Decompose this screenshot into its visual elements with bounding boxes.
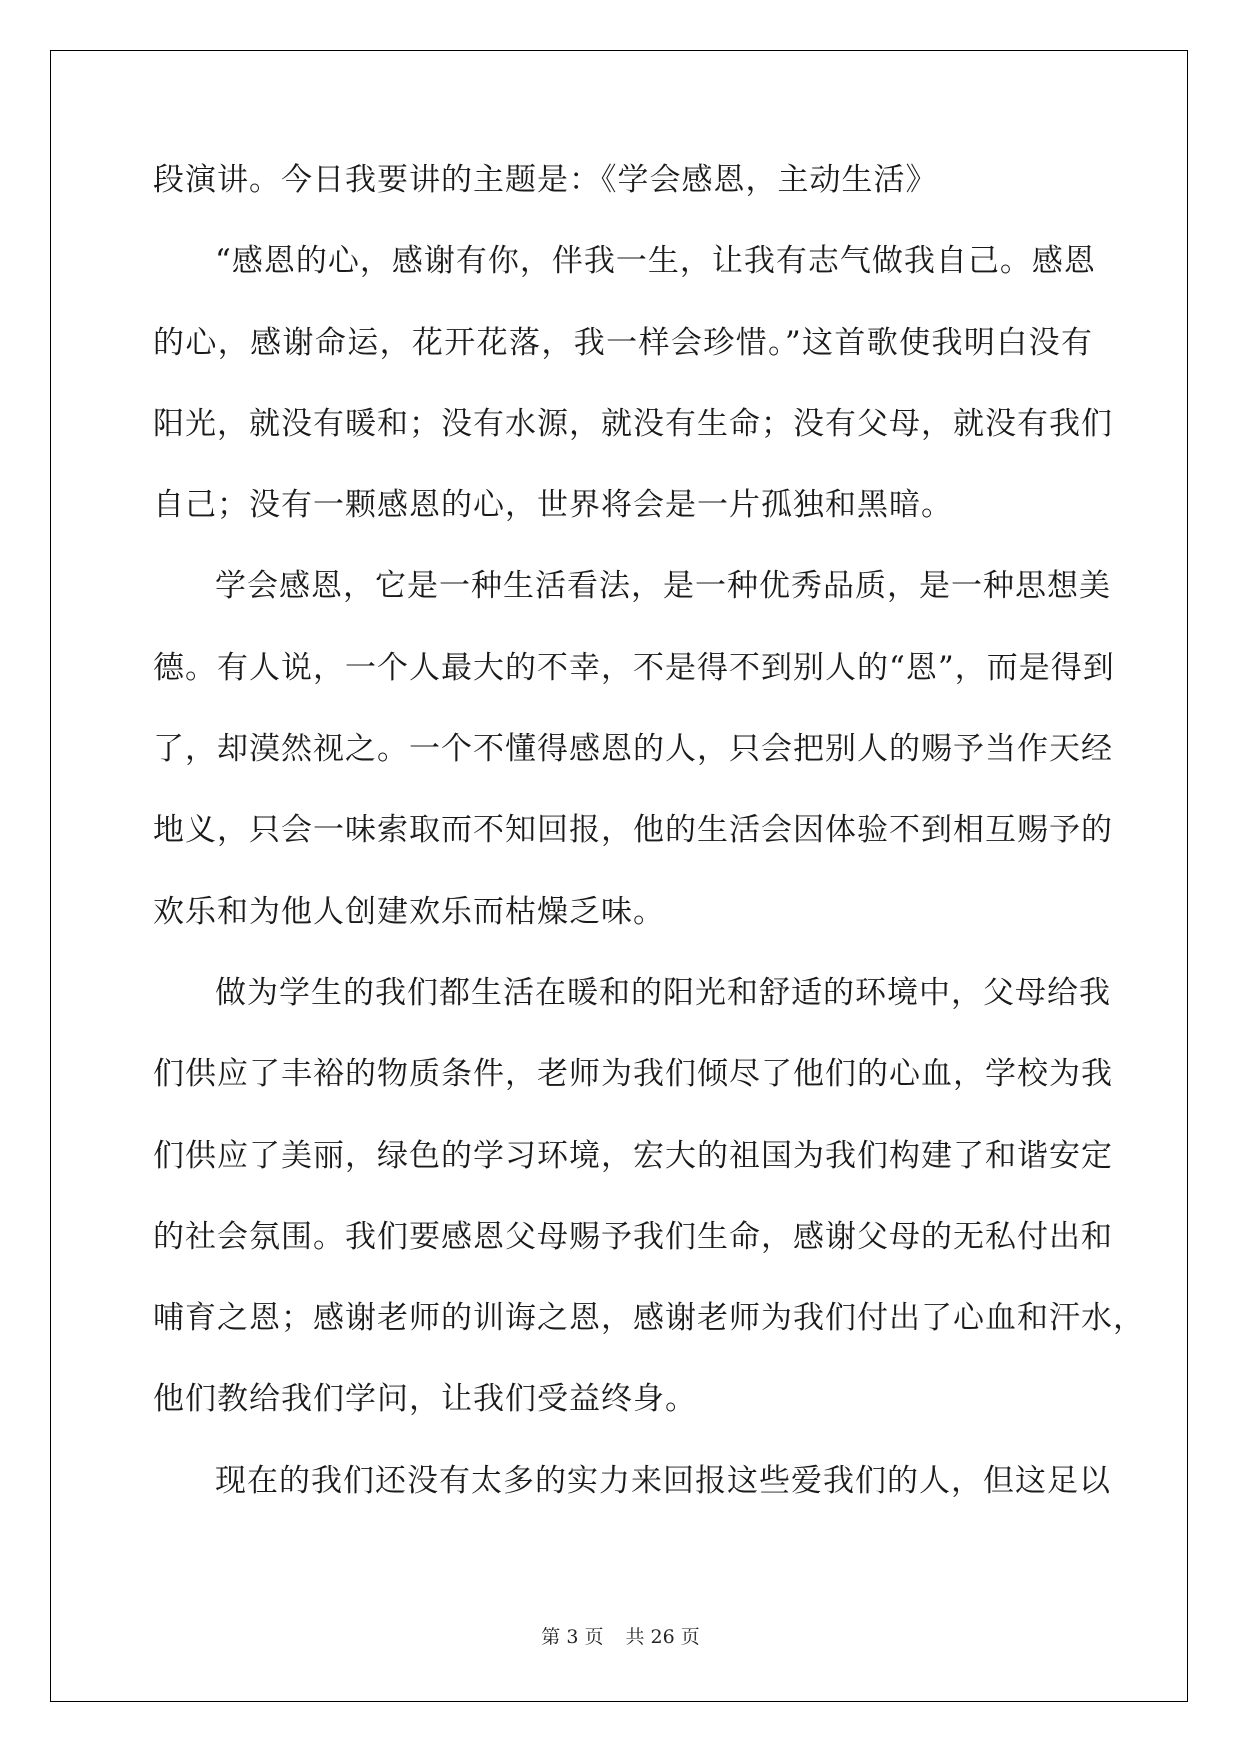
text-line: 的心，感谢命运，花开花落，我一样会珍惜。”这首歌使我明白没有 [153, 324, 1093, 361]
text-line: 他们教给我们学问，让我们受益终身。 [153, 1381, 697, 1418]
text-line: 了，却漠然视之。一个不懂得感恩的人，只会把别人的赐予当作天经 [153, 731, 1113, 768]
text-line: 学会感恩，它是一种生活看法，是一种优秀品质，是一种思想美 [215, 568, 1111, 605]
text-line: 做为学生的我们都生活在暖和的阳光和舒适的环境中，父母给我 [215, 974, 1111, 1011]
text-line: 阳光，就没有暖和；没有水源，就没有生命；没有父母，就没有我们 [153, 405, 1113, 442]
text-line: “感恩的心，感谢有你，伴我一生，让我有志气做我自己。感恩 [215, 243, 1096, 280]
text-line: 哺育之恩；感谢老师的训诲之恩，感谢老师为我们付出了心血和汗水， [153, 1300, 1145, 1337]
text-line: 们供应了美丽，绿色的学习环境，宏大的祖国为我们构建了和谐安定 [153, 1137, 1113, 1174]
page-footer [0, 1622, 1241, 1649]
page-total: 共 26 页 [625, 1626, 700, 1648]
text-line: 自己；没有一颗感恩的心，世界将会是一片孤独和黑暗。 [153, 487, 953, 524]
text-line: 段演讲。今日我要讲的主题是：《学会感恩，主动生活》 [153, 162, 938, 198]
text-line: 德。有人说，一个人最大的不幸，不是得不到别人的“恩”，而是得到 [153, 649, 1115, 686]
text-line: 现在的我们还没有太多的实力来回报这些爱我们的人，但这足以 [215, 1462, 1111, 1499]
text-line: 欢乐和为他人创建欢乐而枯燥乏味。 [153, 893, 665, 930]
text-line: 们供应了丰裕的物质条件，老师为我们倾尽了他们的心血，学校为我 [153, 1056, 1113, 1093]
document-body [153, 160, 1145, 1542]
text-line: 地义，只会一味索取而不知回报，他的生活会因体验不到相互赐予的 [153, 812, 1113, 849]
page-number: 第 3 页 [541, 1626, 604, 1648]
text-line: 的社会氛围。我们要感恩父母赐予我们生命，感谢父母的无私付出和 [153, 1218, 1113, 1255]
